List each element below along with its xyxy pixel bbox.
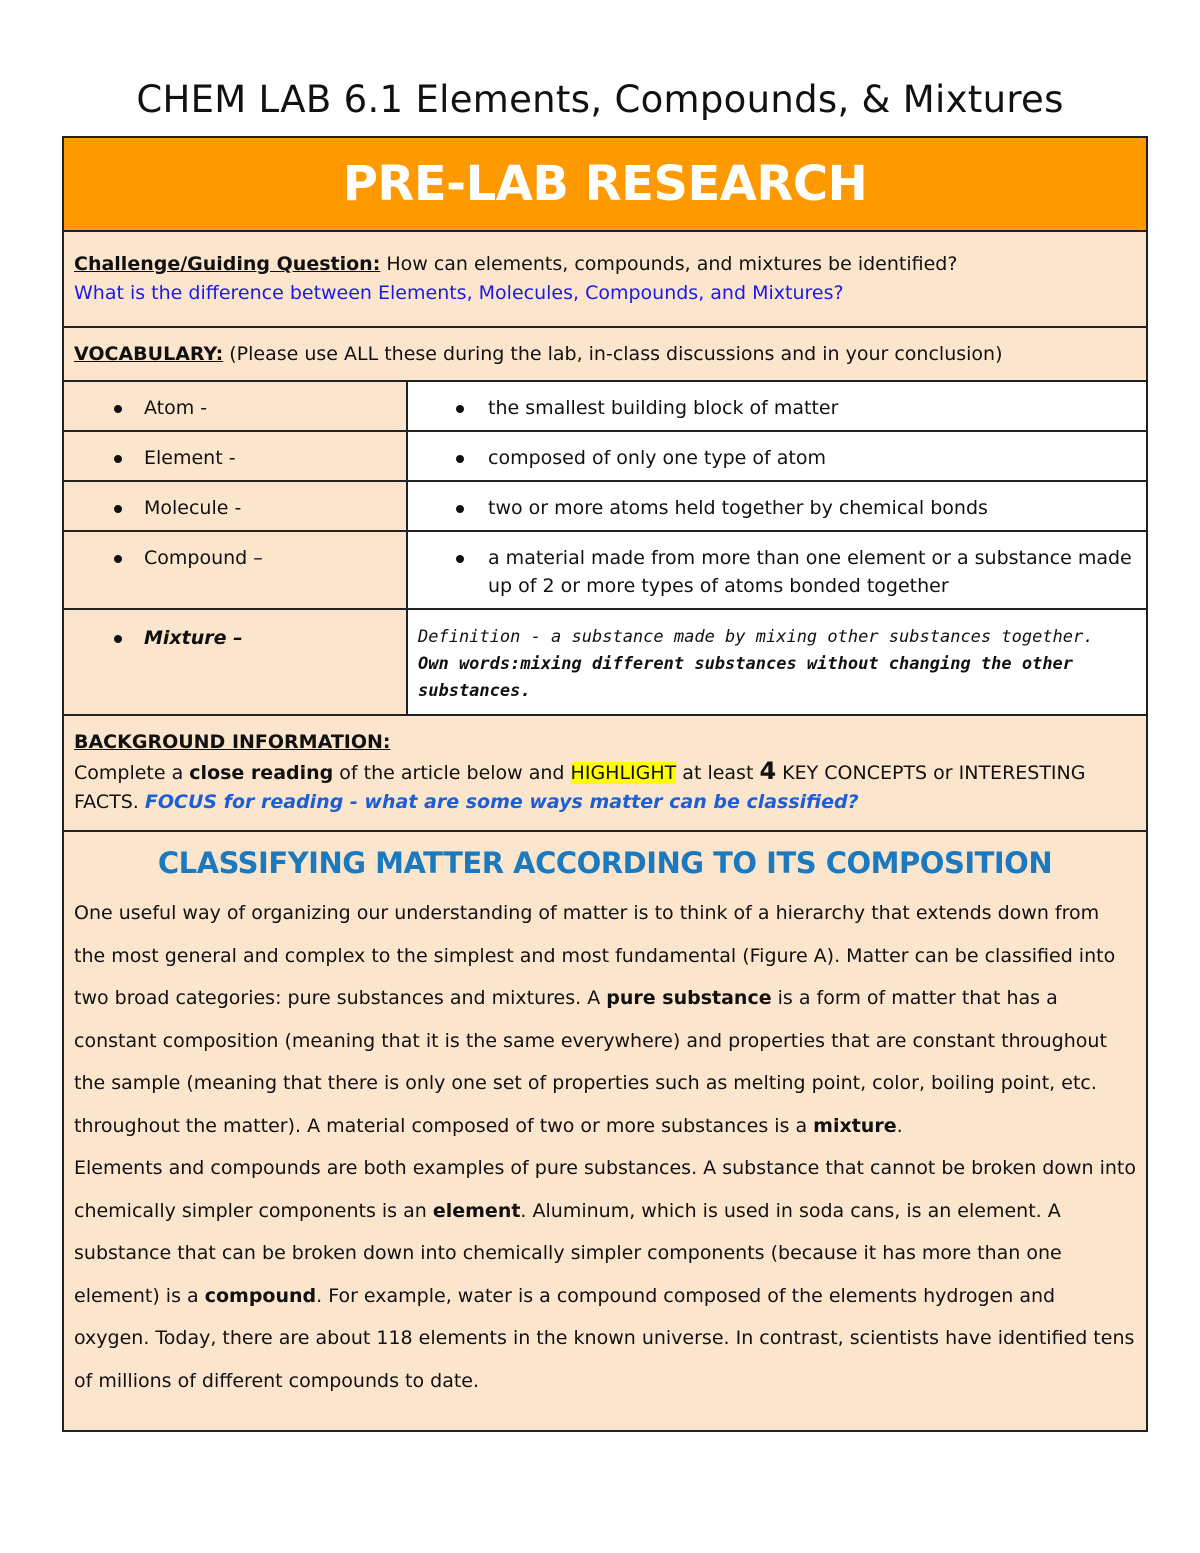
article-text: Elements and compounds are both examples of pure substances. A substance that cannot be broken down into chemically simpler components is an [74,1157,1136,1222]
highlight-text: HIGHLIGHT [570,762,677,784]
vocabulary-label: VOCABULARY: [74,343,224,365]
vocab-row-mixture [64,610,1146,716]
bullet-icon [114,405,122,413]
vocab-term-cell [64,610,408,714]
vocab-definition-cell [408,482,1146,530]
article-title: CLASSIFYING MATTER ACCORDING TO ITS COMPOSITION [157,846,1053,880]
count-four: 4 [759,757,777,785]
bullet-icon [114,555,122,563]
bullet-icon [114,505,122,513]
bullet-icon [456,455,464,463]
bullet-icon [456,505,464,513]
vocab-definition: composed of only one type of atom [488,447,826,469]
term-element: element [432,1199,521,1222]
bullet-icon [114,455,122,463]
close-reading-text: close reading [189,762,334,784]
article-text: is a form of matter that has a constant composition (meaning that it is the same everywhere) and properties that are constant throughout the sample (meaning that there is only one set of properties such as melting point, color, boiling point, etc. throughout the matter). A material composed of two or more substances is a [74,987,1107,1137]
bullet-icon [456,405,464,413]
vocab-definition: two or more atoms held together by chemical bonds [488,497,988,519]
instr-text: Complete a [74,762,190,784]
bullet-icon [456,555,464,563]
banner-title: PRE-LAB RESEARCH [342,156,868,212]
bullet-icon [114,635,122,643]
guiding-question-followup: What is the difference between Elements, Molecules, Compounds, and Mixtures? [74,282,844,304]
vocab-definition: a material made from more than one element or a substance made up of 2 or more types of atoms bonded together [488,547,1132,597]
prelab-banner [64,138,1146,232]
vocab-term: Element - [144,447,236,469]
background-info-label: BACKGROUND INFORMATION: [74,731,391,753]
guiding-question-text: How can elements, compounds, and mixtures be identified? [380,253,958,275]
vocab-row-compound [64,532,1146,610]
vocab-term: Molecule - [144,497,242,519]
vocab-definition-cell [408,610,1146,714]
article-text: . [896,1114,903,1137]
article-paragraph-1 [74,892,1136,1147]
mixture-own-words: Own words:mixing different substances without changing the other substances. [418,654,1074,701]
article-paragraph-2 [74,1147,1136,1402]
vocab-definition-cell [408,432,1146,480]
article-text: . For example, water is a compound composed of the elements hydrogen and oxygen. Today, there are about 118 elements in the known universe. In contrast, scientists have identified tens of millions of different compounds to date. [74,1284,1135,1392]
focus-question: FOCUS for reading - what are some ways matter can be classified? [144,791,859,813]
background-instructions [74,757,1136,817]
term-compound: compound [204,1284,317,1307]
vocab-definition-cell [408,382,1146,430]
article-text: . Aluminum, which is used in soda cans, is an element. A substance that can be broken down into chemically simpler components (because it has more than one element) is a [74,1199,1062,1307]
guiding-question-line [74,250,1136,279]
vocabulary-note: (Please use ALL these during the lab, in-class discussions and in your conclusion) [223,343,1003,365]
document-title: CHEM LAB 6.1 Elements, Compounds, & Mixtures [136,78,1064,121]
vocab-term-cell [64,532,408,608]
vocab-term: Atom - [144,397,208,419]
guiding-question-label: Challenge/Guiding Question: [74,253,381,275]
vocab-row-atom [64,382,1146,432]
prelab-table [62,136,1148,1432]
vocabulary-header [64,328,1146,382]
vocab-definition: the smallest building block of matter [488,397,839,419]
article-section [64,832,1146,1430]
vocab-definition-cell [408,532,1146,608]
article-text: One useful way of organizing our understanding of matter is to think of a hierarchy that extends down from the most general and complex to the simplest and most fundamental (Figure A). Matter can be classified into two broad categories: pure substances and mixtures. A [74,902,1116,1009]
guiding-question-section [64,232,1146,328]
instr-text: of the article below and [333,762,571,784]
vocab-term: Compound – [144,547,263,569]
background-info-section [64,716,1146,832]
mixture-definition: Definition - a substance made by mixing other substances together. [418,627,1094,647]
term-mixture: mixture [813,1114,897,1137]
vocab-row-molecule [64,482,1146,532]
vocab-row-element [64,432,1146,482]
term-pure-substance: pure substance [606,987,772,1009]
vocab-term-cell [64,482,408,530]
instr-text: KEY CONCEPTS or INTERESTING FACTS. [74,762,1086,813]
vocab-term-cell [64,382,408,430]
vocab-term-cell [64,432,408,480]
instr-text: at least [676,762,760,784]
vocab-term: Mixture – [144,627,243,649]
